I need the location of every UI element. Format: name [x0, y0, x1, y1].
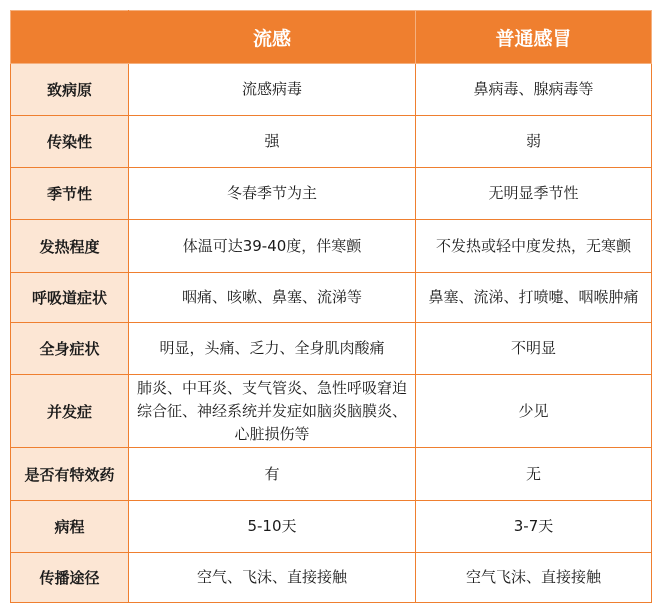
- cold-cell: 空气飞沫、直接接触: [416, 553, 652, 603]
- row-label: 传染性: [11, 116, 129, 168]
- table-row: [11, 64, 652, 116]
- table-row: [11, 220, 652, 273]
- flu-cell: 流感病毒: [129, 64, 416, 116]
- cold-cell: 鼻塞、流涕、打喷嚏、咽喉肿痛: [416, 273, 652, 323]
- flu-cell: 体温可达39-40度，伴寒颤: [129, 220, 416, 273]
- cold-cell: 无: [416, 448, 652, 501]
- table-row: [11, 168, 652, 220]
- row-label: 呼吸道症状: [11, 273, 129, 323]
- flu-cell: 有: [129, 448, 416, 501]
- table-row: [11, 323, 652, 375]
- cold-cell: 不明显: [416, 323, 652, 375]
- flu-cell: 5-10天: [129, 501, 416, 553]
- row-label: 致病原: [11, 64, 129, 116]
- cold-cell: 弱: [416, 116, 652, 168]
- table-header-row: [11, 11, 652, 64]
- flu-vs-cold-table: [10, 10, 652, 603]
- row-label: 传播途径: [11, 553, 129, 603]
- flu-cell: 强: [129, 116, 416, 168]
- cold-cell: 3-7天: [416, 501, 652, 553]
- table-row: [11, 116, 652, 168]
- row-label: 全身症状: [11, 323, 129, 375]
- table-row: [11, 553, 652, 603]
- header-corner-cell: [11, 11, 129, 64]
- table-row: [11, 448, 652, 501]
- cold-cell: 鼻病毒、腺病毒等: [416, 64, 652, 116]
- table-row: [11, 273, 652, 323]
- comparison-table-container: [10, 10, 651, 598]
- header-common-cold: 普通感冒: [416, 11, 652, 64]
- flu-cell: 咽痛、咳嗽、鼻塞、流涕等: [129, 273, 416, 323]
- table-row: [11, 501, 652, 553]
- flu-cell: 肺炎、中耳炎、支气管炎、急性呼吸窘迫综合征、神经系统并发症如脑炎脑膜炎、心脏损伤等: [129, 375, 416, 448]
- row-label: 发热程度: [11, 220, 129, 273]
- cold-cell: 少见: [416, 375, 652, 448]
- cold-cell: 无明显季节性: [416, 168, 652, 220]
- table-row: [11, 375, 652, 448]
- row-label: 是否有特效药: [11, 448, 129, 501]
- flu-cell: 空气、飞沫、直接接触: [129, 553, 416, 603]
- row-label: 病程: [11, 501, 129, 553]
- flu-cell: 冬春季节为主: [129, 168, 416, 220]
- row-label: 季节性: [11, 168, 129, 220]
- row-label: 并发症: [11, 375, 129, 448]
- header-flu: 流感: [129, 11, 416, 64]
- cold-cell: 不发热或轻中度发热，无寒颤: [416, 220, 652, 273]
- flu-cell: 明显，头痛、乏力、全身肌肉酸痛: [129, 323, 416, 375]
